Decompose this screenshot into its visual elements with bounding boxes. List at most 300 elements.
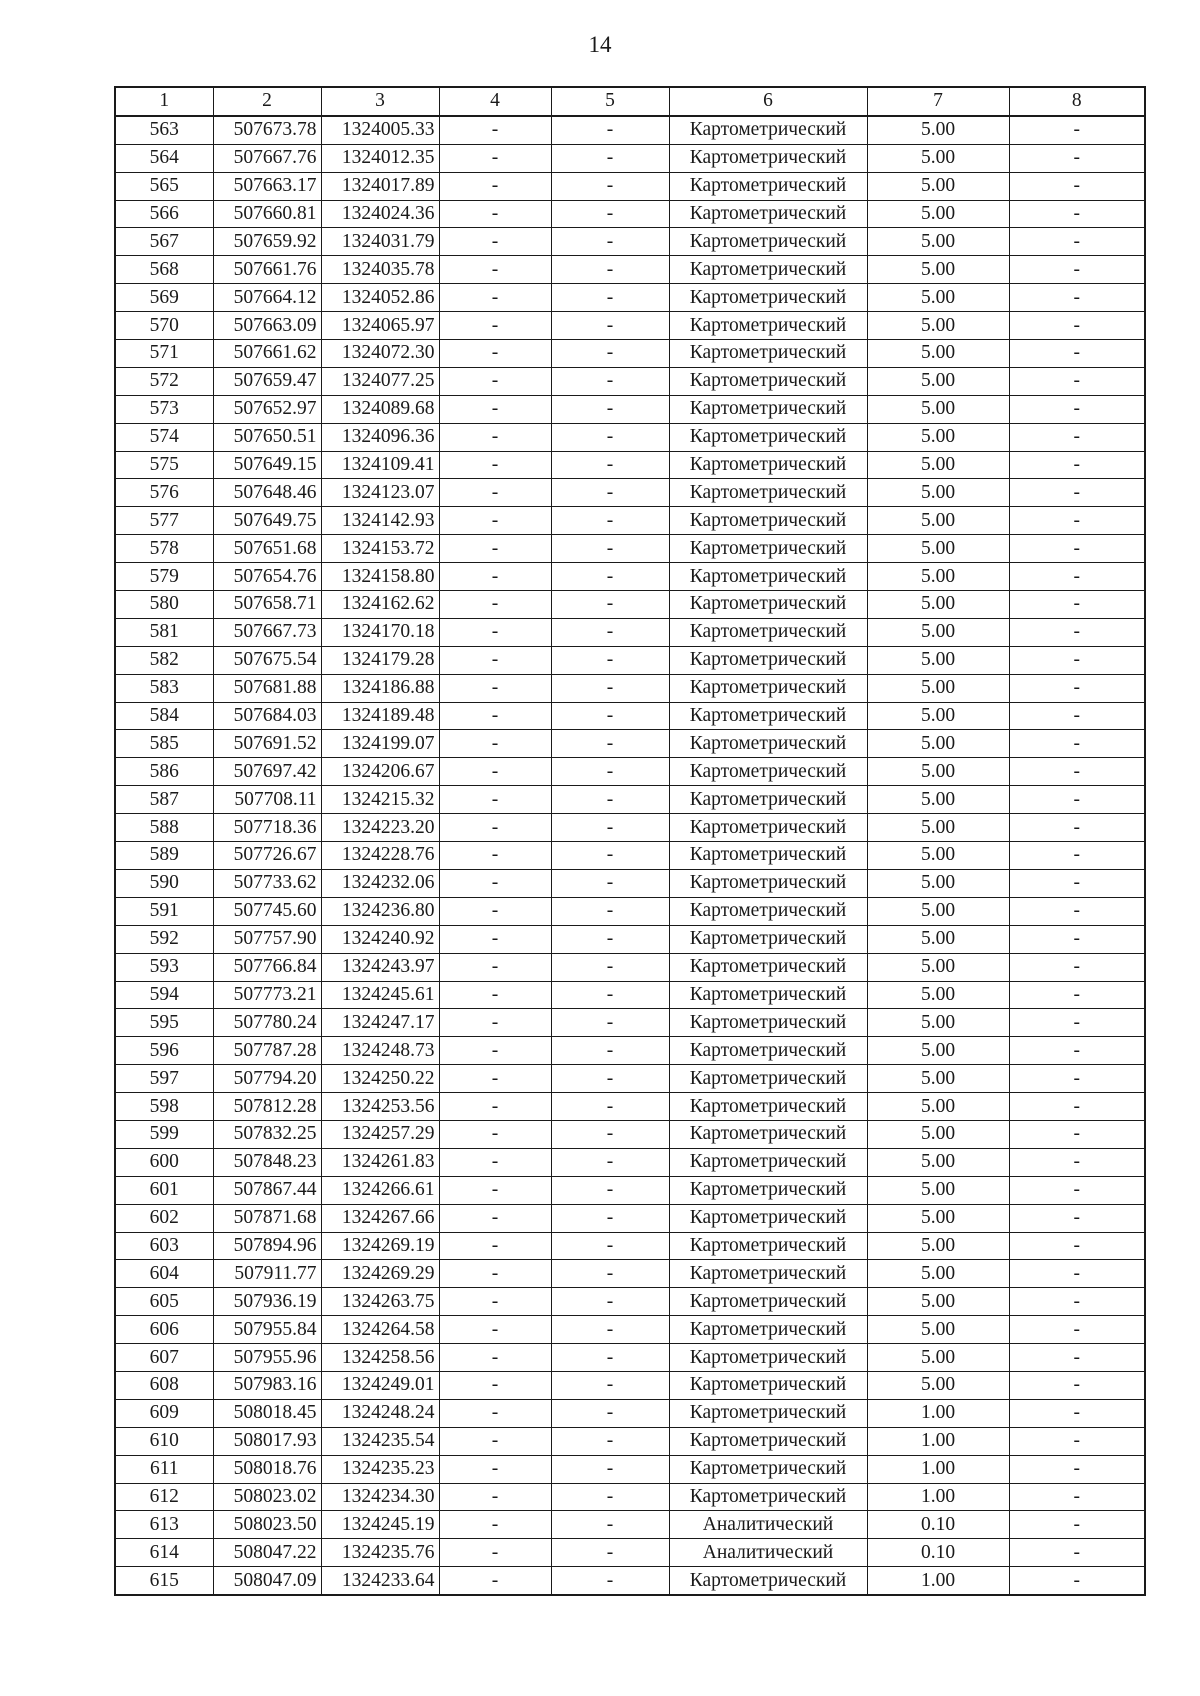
point-number-cell: 580	[115, 591, 213, 619]
table-row	[115, 479, 1145, 507]
col4-cell: -	[439, 869, 551, 897]
point-number-cell: 577	[115, 507, 213, 535]
point-number-cell: 601	[115, 1176, 213, 1204]
y-coordinate-cell: 1324257.29	[321, 1120, 439, 1148]
y-coordinate-cell: 1324250.22	[321, 1065, 439, 1093]
y-coordinate-cell: 1324269.19	[321, 1232, 439, 1260]
point-number-cell: 575	[115, 451, 213, 479]
point-number-cell: 566	[115, 200, 213, 228]
table-row	[115, 981, 1145, 1009]
accuracy-cell: 0.10	[867, 1511, 1009, 1539]
table-row	[115, 423, 1145, 451]
x-coordinate-cell: 507726.67	[213, 842, 321, 870]
point-number-cell: 581	[115, 618, 213, 646]
col5-cell: -	[551, 646, 669, 674]
y-coordinate-cell: 1324189.48	[321, 702, 439, 730]
y-coordinate-cell: 1324269.29	[321, 1260, 439, 1288]
col5-cell: -	[551, 451, 669, 479]
header-cell: 2	[213, 87, 321, 116]
accuracy-cell: 5.00	[867, 758, 1009, 786]
col4-cell: -	[439, 1567, 551, 1595]
accuracy-cell: 5.00	[867, 116, 1009, 144]
point-number-cell: 591	[115, 897, 213, 925]
y-coordinate-cell: 1324240.92	[321, 925, 439, 953]
col8-cell: -	[1009, 423, 1145, 451]
point-number-cell: 590	[115, 869, 213, 897]
method-cell: Картометрический	[669, 1288, 867, 1316]
col8-cell: -	[1009, 1567, 1145, 1595]
col8-cell: -	[1009, 1399, 1145, 1427]
method-cell: Картометрический	[669, 1427, 867, 1455]
y-coordinate-cell: 1324158.80	[321, 563, 439, 591]
accuracy-cell: 5.00	[867, 1232, 1009, 1260]
table-row	[115, 116, 1145, 144]
y-coordinate-cell: 1324236.80	[321, 897, 439, 925]
point-number-cell: 586	[115, 758, 213, 786]
x-coordinate-cell: 507660.81	[213, 200, 321, 228]
method-cell: Картометрический	[669, 1260, 867, 1288]
col4-cell: -	[439, 507, 551, 535]
point-number-cell: 574	[115, 423, 213, 451]
table-row	[115, 1204, 1145, 1232]
col4-cell: -	[439, 1176, 551, 1204]
col4-cell: -	[439, 451, 551, 479]
col4-cell: -	[439, 1371, 551, 1399]
x-coordinate-cell: 507733.62	[213, 869, 321, 897]
table-row	[115, 730, 1145, 758]
table-row	[115, 172, 1145, 200]
accuracy-cell: 5.00	[867, 702, 1009, 730]
method-cell: Картометрический	[669, 786, 867, 814]
col8-cell: -	[1009, 869, 1145, 897]
col8-cell: -	[1009, 1371, 1145, 1399]
col8-cell: -	[1009, 897, 1145, 925]
table-row	[115, 312, 1145, 340]
point-number-cell: 598	[115, 1093, 213, 1121]
accuracy-cell: 5.00	[867, 535, 1009, 563]
y-coordinate-cell: 1324261.83	[321, 1148, 439, 1176]
accuracy-cell: 5.00	[867, 842, 1009, 870]
col5-cell: -	[551, 395, 669, 423]
x-coordinate-cell: 507659.47	[213, 367, 321, 395]
table-row	[115, 395, 1145, 423]
table-row	[115, 367, 1145, 395]
col5-cell: -	[551, 228, 669, 256]
table-row	[115, 953, 1145, 981]
point-number-cell: 576	[115, 479, 213, 507]
col5-cell: -	[551, 144, 669, 172]
y-coordinate-cell: 1324263.75	[321, 1288, 439, 1316]
method-cell: Картометрический	[669, 1037, 867, 1065]
x-coordinate-cell: 507649.75	[213, 507, 321, 535]
method-cell: Картометрический	[669, 730, 867, 758]
method-cell: Картометрический	[669, 1065, 867, 1093]
point-number-cell: 607	[115, 1344, 213, 1372]
x-coordinate-cell: 507757.90	[213, 925, 321, 953]
method-cell: Картометрический	[669, 284, 867, 312]
col4-cell: -	[439, 1455, 551, 1483]
point-number-cell: 605	[115, 1288, 213, 1316]
method-cell: Картометрический	[669, 925, 867, 953]
accuracy-cell: 5.00	[867, 395, 1009, 423]
col4-cell: -	[439, 1483, 551, 1511]
table-row	[115, 618, 1145, 646]
accuracy-cell: 5.00	[867, 1120, 1009, 1148]
table-body	[115, 116, 1145, 1595]
col8-cell: -	[1009, 1065, 1145, 1093]
x-coordinate-cell: 507936.19	[213, 1288, 321, 1316]
y-coordinate-cell: 1324199.07	[321, 730, 439, 758]
col4-cell: -	[439, 1009, 551, 1037]
header-cell: 6	[669, 87, 867, 116]
accuracy-cell: 5.00	[867, 451, 1009, 479]
col8-cell: -	[1009, 284, 1145, 312]
y-coordinate-cell: 1324248.73	[321, 1037, 439, 1065]
table-row	[115, 674, 1145, 702]
y-coordinate-cell: 1324179.28	[321, 646, 439, 674]
col8-cell: -	[1009, 618, 1145, 646]
table-row	[115, 451, 1145, 479]
x-coordinate-cell: 507650.51	[213, 423, 321, 451]
col4-cell: -	[439, 1204, 551, 1232]
col4-cell: -	[439, 256, 551, 284]
col4-cell: -	[439, 1427, 551, 1455]
col8-cell: -	[1009, 535, 1145, 563]
table-row	[115, 1176, 1145, 1204]
method-cell: Картометрический	[669, 814, 867, 842]
x-coordinate-cell: 507659.92	[213, 228, 321, 256]
method-cell: Аналитический	[669, 1539, 867, 1567]
accuracy-cell: 5.00	[867, 1009, 1009, 1037]
x-coordinate-cell: 507654.76	[213, 563, 321, 591]
col8-cell: -	[1009, 395, 1145, 423]
accuracy-cell: 5.00	[867, 1148, 1009, 1176]
accuracy-cell: 5.00	[867, 1037, 1009, 1065]
col8-cell: -	[1009, 340, 1145, 368]
y-coordinate-cell: 1324235.76	[321, 1539, 439, 1567]
y-coordinate-cell: 1324234.30	[321, 1483, 439, 1511]
accuracy-cell: 5.00	[867, 981, 1009, 1009]
col5-cell: -	[551, 1176, 669, 1204]
point-number-cell: 582	[115, 646, 213, 674]
x-coordinate-cell: 507745.60	[213, 897, 321, 925]
x-coordinate-cell: 507664.12	[213, 284, 321, 312]
page-number: 14	[588, 32, 612, 57]
y-coordinate-cell: 1324153.72	[321, 535, 439, 563]
method-cell: Картометрический	[669, 395, 867, 423]
x-coordinate-cell: 507787.28	[213, 1037, 321, 1065]
col4-cell: -	[439, 367, 551, 395]
col8-cell: -	[1009, 1120, 1145, 1148]
col8-cell: -	[1009, 563, 1145, 591]
col5-cell: -	[551, 563, 669, 591]
method-cell: Картометрический	[669, 1371, 867, 1399]
accuracy-cell: 5.00	[867, 340, 1009, 368]
col5-cell: -	[551, 1204, 669, 1232]
col4-cell: -	[439, 395, 551, 423]
accuracy-cell: 1.00	[867, 1567, 1009, 1595]
method-cell: Картометрический	[669, 1567, 867, 1595]
table-row	[115, 869, 1145, 897]
y-coordinate-cell: 1324077.25	[321, 367, 439, 395]
col5-cell: -	[551, 116, 669, 144]
point-number-cell: 571	[115, 340, 213, 368]
accuracy-cell: 5.00	[867, 925, 1009, 953]
table-row	[115, 507, 1145, 535]
x-coordinate-cell: 507667.73	[213, 618, 321, 646]
col5-cell: -	[551, 897, 669, 925]
table-row	[115, 1344, 1145, 1372]
accuracy-cell: 5.00	[867, 786, 1009, 814]
method-cell: Картометрический	[669, 1316, 867, 1344]
x-coordinate-cell: 507658.71	[213, 591, 321, 619]
accuracy-cell: 1.00	[867, 1399, 1009, 1427]
x-coordinate-cell: 507773.21	[213, 981, 321, 1009]
x-coordinate-cell: 507648.46	[213, 479, 321, 507]
x-coordinate-cell: 507983.16	[213, 1371, 321, 1399]
table-row	[115, 1539, 1145, 1567]
col8-cell: -	[1009, 1455, 1145, 1483]
method-cell: Картометрический	[669, 200, 867, 228]
y-coordinate-cell: 1324012.35	[321, 144, 439, 172]
col8-cell: -	[1009, 1539, 1145, 1567]
table-row	[115, 646, 1145, 674]
col8-cell: -	[1009, 925, 1145, 953]
col5-cell: -	[551, 1037, 669, 1065]
header-cell: 7	[867, 87, 1009, 116]
method-cell: Картометрический	[669, 1009, 867, 1037]
method-cell: Картометрический	[669, 1148, 867, 1176]
x-coordinate-cell: 507812.28	[213, 1093, 321, 1121]
y-coordinate-cell: 1324186.88	[321, 674, 439, 702]
col5-cell: -	[551, 758, 669, 786]
header-row	[115, 87, 1145, 116]
header-cell: 4	[439, 87, 551, 116]
col8-cell: -	[1009, 507, 1145, 535]
accuracy-cell: 5.00	[867, 312, 1009, 340]
col4-cell: -	[439, 730, 551, 758]
table-row	[115, 591, 1145, 619]
method-cell: Картометрический	[669, 618, 867, 646]
method-cell: Картометрический	[669, 1093, 867, 1121]
y-coordinate-cell: 1324017.89	[321, 172, 439, 200]
method-cell: Картометрический	[669, 479, 867, 507]
col5-cell: -	[551, 1009, 669, 1037]
table-row	[115, 786, 1145, 814]
point-number-cell: 564	[115, 144, 213, 172]
col5-cell: -	[551, 1371, 669, 1399]
col4-cell: -	[439, 535, 551, 563]
accuracy-cell: 5.00	[867, 367, 1009, 395]
col4-cell: -	[439, 1288, 551, 1316]
col4-cell: -	[439, 479, 551, 507]
table-row	[115, 1148, 1145, 1176]
point-number-cell: 587	[115, 786, 213, 814]
coordinates-table	[114, 86, 1146, 1596]
point-number-cell: 599	[115, 1120, 213, 1148]
col4-cell: -	[439, 786, 551, 814]
y-coordinate-cell: 1324072.30	[321, 340, 439, 368]
method-cell: Картометрический	[669, 1399, 867, 1427]
x-coordinate-cell: 507652.97	[213, 395, 321, 423]
col5-cell: -	[551, 925, 669, 953]
col8-cell: -	[1009, 144, 1145, 172]
col4-cell: -	[439, 1344, 551, 1372]
col8-cell: -	[1009, 1204, 1145, 1232]
col4-cell: -	[439, 228, 551, 256]
col5-cell: -	[551, 340, 669, 368]
table-row	[115, 1120, 1145, 1148]
col5-cell: -	[551, 1232, 669, 1260]
x-coordinate-cell: 507955.84	[213, 1316, 321, 1344]
col5-cell: -	[551, 284, 669, 312]
accuracy-cell: 1.00	[867, 1427, 1009, 1455]
table-row	[115, 256, 1145, 284]
method-cell: Картометрический	[669, 312, 867, 340]
col5-cell: -	[551, 1483, 669, 1511]
point-number-cell: 597	[115, 1065, 213, 1093]
x-coordinate-cell: 507649.15	[213, 451, 321, 479]
col4-cell: -	[439, 172, 551, 200]
x-coordinate-cell: 507661.76	[213, 256, 321, 284]
table-row	[115, 535, 1145, 563]
point-number-cell: 602	[115, 1204, 213, 1232]
y-coordinate-cell: 1324223.20	[321, 814, 439, 842]
col8-cell: -	[1009, 1511, 1145, 1539]
point-number-cell: 567	[115, 228, 213, 256]
method-cell: Картометрический	[669, 1455, 867, 1483]
col4-cell: -	[439, 591, 551, 619]
x-coordinate-cell: 508018.76	[213, 1455, 321, 1483]
accuracy-cell: 5.00	[867, 200, 1009, 228]
point-number-cell: 570	[115, 312, 213, 340]
point-number-cell: 593	[115, 953, 213, 981]
method-cell: Картометрический	[669, 869, 867, 897]
method-cell: Картометрический	[669, 144, 867, 172]
col5-cell: -	[551, 814, 669, 842]
table-row	[115, 1455, 1145, 1483]
col5-cell: -	[551, 1316, 669, 1344]
x-coordinate-cell: 508018.45	[213, 1399, 321, 1427]
col4-cell: -	[439, 674, 551, 702]
col8-cell: -	[1009, 312, 1145, 340]
x-coordinate-cell: 507675.54	[213, 646, 321, 674]
col5-cell: -	[551, 842, 669, 870]
accuracy-cell: 5.00	[867, 144, 1009, 172]
y-coordinate-cell: 1324243.97	[321, 953, 439, 981]
method-cell: Картометрический	[669, 367, 867, 395]
col5-cell: -	[551, 256, 669, 284]
col5-cell: -	[551, 1065, 669, 1093]
table-row	[115, 144, 1145, 172]
x-coordinate-cell: 507681.88	[213, 674, 321, 702]
point-number-cell: 594	[115, 981, 213, 1009]
point-number-cell: 596	[115, 1037, 213, 1065]
y-coordinate-cell: 1324065.97	[321, 312, 439, 340]
x-coordinate-cell: 508047.09	[213, 1567, 321, 1595]
header-cell: 8	[1009, 87, 1145, 116]
y-coordinate-cell: 1324206.67	[321, 758, 439, 786]
col4-cell: -	[439, 1260, 551, 1288]
header-cell: 5	[551, 87, 669, 116]
col8-cell: -	[1009, 842, 1145, 870]
table-row	[115, 1009, 1145, 1037]
accuracy-cell: 5.00	[867, 507, 1009, 535]
table-row	[115, 702, 1145, 730]
method-cell: Картометрический	[669, 535, 867, 563]
method-cell: Аналитический	[669, 1511, 867, 1539]
accuracy-cell: 5.00	[867, 730, 1009, 758]
x-coordinate-cell: 507832.25	[213, 1120, 321, 1148]
accuracy-cell: 5.00	[867, 869, 1009, 897]
accuracy-cell: 5.00	[867, 256, 1009, 284]
col8-cell: -	[1009, 200, 1145, 228]
col4-cell: -	[439, 1037, 551, 1065]
x-coordinate-cell: 507691.52	[213, 730, 321, 758]
point-number-cell: 584	[115, 702, 213, 730]
col5-cell: -	[551, 367, 669, 395]
y-coordinate-cell: 1324123.07	[321, 479, 439, 507]
col4-cell: -	[439, 1511, 551, 1539]
table-row	[115, 1316, 1145, 1344]
accuracy-cell: 5.00	[867, 814, 1009, 842]
table-row	[115, 1232, 1145, 1260]
table-row	[115, 200, 1145, 228]
col5-cell: -	[551, 1427, 669, 1455]
point-number-cell: 611	[115, 1455, 213, 1483]
method-cell: Картометрический	[669, 507, 867, 535]
y-coordinate-cell: 1324235.23	[321, 1455, 439, 1483]
accuracy-cell: 5.00	[867, 479, 1009, 507]
point-number-cell: 606	[115, 1316, 213, 1344]
point-number-cell: 589	[115, 842, 213, 870]
col5-cell: -	[551, 786, 669, 814]
col8-cell: -	[1009, 786, 1145, 814]
col5-cell: -	[551, 869, 669, 897]
col4-cell: -	[439, 842, 551, 870]
col8-cell: -	[1009, 1037, 1145, 1065]
y-coordinate-cell: 1324005.33	[321, 116, 439, 144]
accuracy-cell: 5.00	[867, 1065, 1009, 1093]
header-cell: 1	[115, 87, 213, 116]
col5-cell: -	[551, 535, 669, 563]
table-row	[115, 284, 1145, 312]
point-number-cell: 568	[115, 256, 213, 284]
x-coordinate-cell: 507663.17	[213, 172, 321, 200]
method-cell: Картометрический	[669, 1176, 867, 1204]
y-coordinate-cell: 1324232.06	[321, 869, 439, 897]
table-row	[115, 842, 1145, 870]
col4-cell: -	[439, 981, 551, 1009]
point-number-cell: 609	[115, 1399, 213, 1427]
col4-cell: -	[439, 1316, 551, 1344]
method-cell: Картометрический	[669, 702, 867, 730]
col5-cell: -	[551, 507, 669, 535]
y-coordinate-cell: 1324248.24	[321, 1399, 439, 1427]
col5-cell: -	[551, 674, 669, 702]
x-coordinate-cell: 507955.96	[213, 1344, 321, 1372]
method-cell: Картометрический	[669, 758, 867, 786]
method-cell: Картометрический	[669, 591, 867, 619]
col8-cell: -	[1009, 758, 1145, 786]
y-coordinate-cell: 1324233.64	[321, 1567, 439, 1595]
col8-cell: -	[1009, 814, 1145, 842]
method-cell: Картометрический	[669, 1344, 867, 1372]
point-number-cell: 600	[115, 1148, 213, 1176]
col5-cell: -	[551, 1148, 669, 1176]
table-row	[115, 1093, 1145, 1121]
col8-cell: -	[1009, 256, 1145, 284]
